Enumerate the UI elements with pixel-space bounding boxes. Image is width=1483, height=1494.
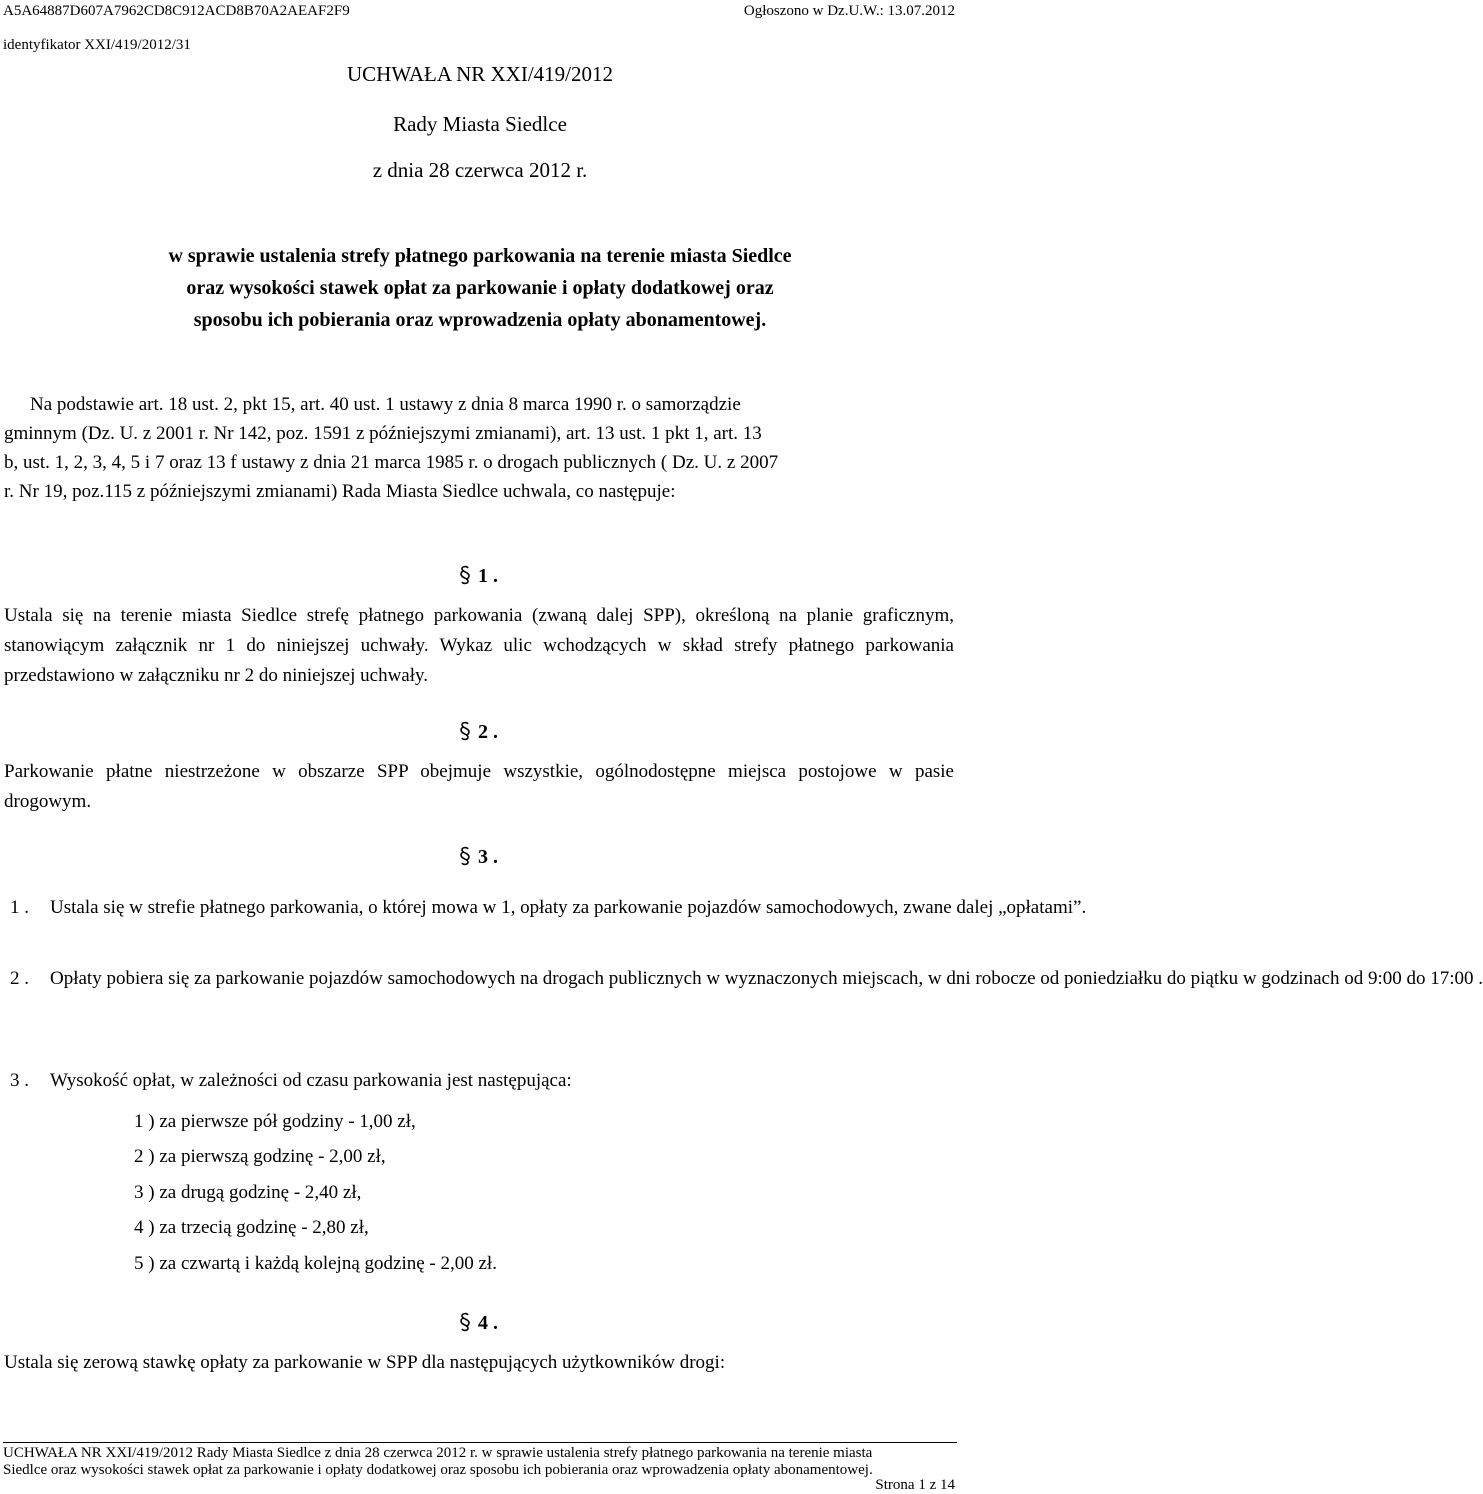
point-number: 3 . — [10, 1070, 29, 1091]
footer-line-2: Siedlce oraz wysokości stawek opłat za parkowanie i opłaty dodatkowej oraz sposobu ich pobierania oraz wprowadzenia opłaty abonamentowej. — [3, 1462, 873, 1478]
fee-item-5: 5 ) za czwartą i każdą kolejną godzinę - 2,00 zł. — [134, 1253, 497, 1274]
resolution-title: UCHWAŁA NR XXI/419/2012 — [347, 62, 613, 86]
section-1-heading: 1 . — [458, 565, 498, 588]
subject-line-3: sposobu ich pobierania oraz wprowadzenia opłaty abonamentowej. — [193, 309, 767, 331]
preamble-line-3: b, ust. 1, 2, 3, 4, 5 i 7 oraz 13 f ustawy z dnia 21 marca 1985 r. o drogach publicznych ( Dz. U. z 2007 — [4, 452, 779, 473]
footer-line-1: UCHWAŁA NR XXI/419/2012 Rady Miasta Siedlce z dnia 28 czerwca 2012 r. w sprawie ustalenia strefy płatnego parkowania na terenie miasta — [3, 1445, 873, 1461]
preamble-line-4: r. Nr 19, poz.115 z późniejszymi zmianami) Rada Miasta Siedlce uchwala, co następuje: — [4, 481, 676, 502]
section-sign-icon — [458, 721, 472, 741]
section-sign-icon — [458, 565, 472, 585]
subject-line-2: oraz wysokości stawek opłat za parkowanie i opłaty dodatkowej oraz — [186, 277, 774, 299]
section-3-point-2 — [0, 964, 1483, 1054]
preamble-line-1 — [30, 390, 954, 420]
section-sign-icon — [458, 1312, 472, 1332]
section-sign-icon — [458, 846, 472, 866]
fee-item-4: 4 ) za trzecią godzinę - 2,80 zł, — [134, 1217, 369, 1238]
fee-item-3: 3 ) za drugą godzinę - 2,40 zł, — [134, 1182, 362, 1203]
section-1-text: Ustala się na terenie miasta Siedlce strefę płatnego parkowania (zwaną dalej SPP), określoną na planie graficznym, stanowiącym załącznik nr 1 do niniejszej uchwały. Wykaz ulic wchodzących w skład strefy płatnego parkowania przedstawiono w załączniku nr 2 do niniejszej uchwały. — [4, 605, 954, 686]
section-2-text: Parkowanie płatne niestrzeżone w obszarze SPP obejmuje wszystkie, ogólnodostępne miejsca postojowe w pasie drogowym. — [4, 761, 954, 812]
point-number: 2 . — [10, 968, 29, 989]
section-3-point-1 — [0, 893, 1087, 953]
subject-line-1: w sprawie ustalenia strefy płatnego parkowania na terenie miasta Siedlce — [168, 245, 792, 267]
point-number: 1 . — [10, 897, 29, 918]
page-number: Strona 1 z 14 — [875, 1477, 955, 1493]
document-hash: A5A64887D607A7962CD8C912ACD8B70A2AEAF2F9 — [3, 3, 350, 19]
point-text: Ustala się w strefie płatnego parkowania, o której mowa w 1, opłaty za parkowanie pojazdów samochodowych, zwane dalej „opłatami”. — [50, 897, 1087, 918]
fee-item-1: 1 ) za pierwsze pół godziny - 1,00 zł, — [134, 1111, 416, 1132]
section-4-text: Ustala się zerową stawkę opłaty za parkowanie w SPP dla następujących użytkowników drogi: — [4, 1352, 726, 1373]
point-text: Opłaty pobiera się za parkowanie pojazdów samochodowych na drogach publicznych w wyznaczonych miejscach, w dni robocze od poniedziałku do piątku w godzinach od 9:00 do 17:00 . — [50, 968, 1483, 989]
fee-item-2: 2 ) za pierwszą godzinę - 2,00 zł, — [134, 1146, 386, 1167]
preamble-line-1-text: Na podstawie art. 18 ust. 2, pkt 15, art. 40 ust. 1 ustawy z dnia 8 marca 1990 r. o samorządzie — [30, 394, 741, 415]
footer-divider — [3, 1442, 957, 1443]
point-text: Wysokość opłat, w zależności od czasu parkowania jest następująca: — [50, 1070, 572, 1091]
preamble-line-2: gminnym (Dz. U. z 2001 r. Nr 142, poz. 1591 z późniejszymi zmianami), art. 13 ust. 1 pkt 1, art. 13 — [4, 423, 762, 444]
resolution-subject — [0, 240, 960, 336]
section-3-point-3 — [0, 1066, 960, 1096]
resolution-date: z dnia 28 czerwca 2012 r. — [372, 158, 588, 182]
council-name: Rady Miasta Siedlce — [393, 112, 567, 136]
section-4-heading: 4 . — [458, 1312, 498, 1335]
document-identifier: identyfikator XXI/419/2012/31 — [3, 37, 191, 53]
section-3-heading: 3 . — [458, 846, 498, 869]
section-2-heading: 2 . — [458, 721, 498, 744]
publication-date: Ogłoszono w Dz.U.W.: 13.07.2012 — [743, 3, 955, 19]
